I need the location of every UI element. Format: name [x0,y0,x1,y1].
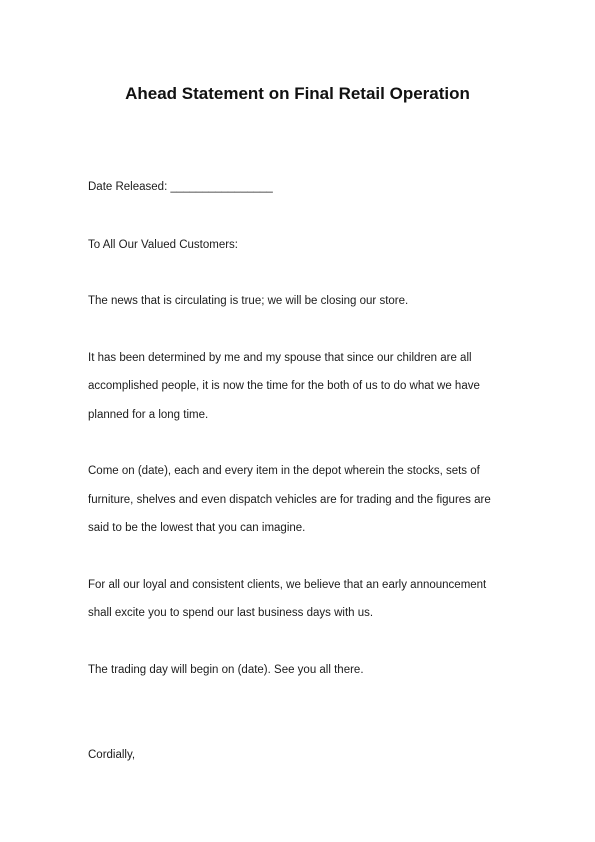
document-title: Ahead Statement on Final Retail Operation [125,84,470,103]
paragraph-3-line-2: furniture, shelves and even dispatch vehicles are for trading and the figures are [88,494,491,506]
paragraph-2-line-1: It has been determined by me and my spouse that since our children are all [88,352,472,364]
paragraph-3-line-3: said to be the lowest that you can imagine. [88,522,306,534]
paragraph-4-line-2: shall excite you to spend our last business days with us. [88,607,374,619]
paragraph-3-line-1: Come on (date), each and every item in the depot wherein the stocks, sets of [88,465,480,477]
paragraph-2-line-2: accomplished people, it is now the time for the both of us to do what we have [88,380,480,392]
paragraph-2-line-3: planned for a long time. [88,409,209,421]
paragraph-4-line-1: For all our loyal and consistent clients, we believe that an early announcement [88,579,487,591]
paragraph-1-line-1: The news that is circulating is true; we will be closing our store. [88,295,409,307]
salutation: To All Our Valued Customers: [88,239,238,251]
closing: Cordially, [88,749,136,761]
date-released-line: Date Released: ________________ [88,181,273,193]
paragraph-5-line-1: The trading day will begin on (date). See you all there. [88,664,364,676]
